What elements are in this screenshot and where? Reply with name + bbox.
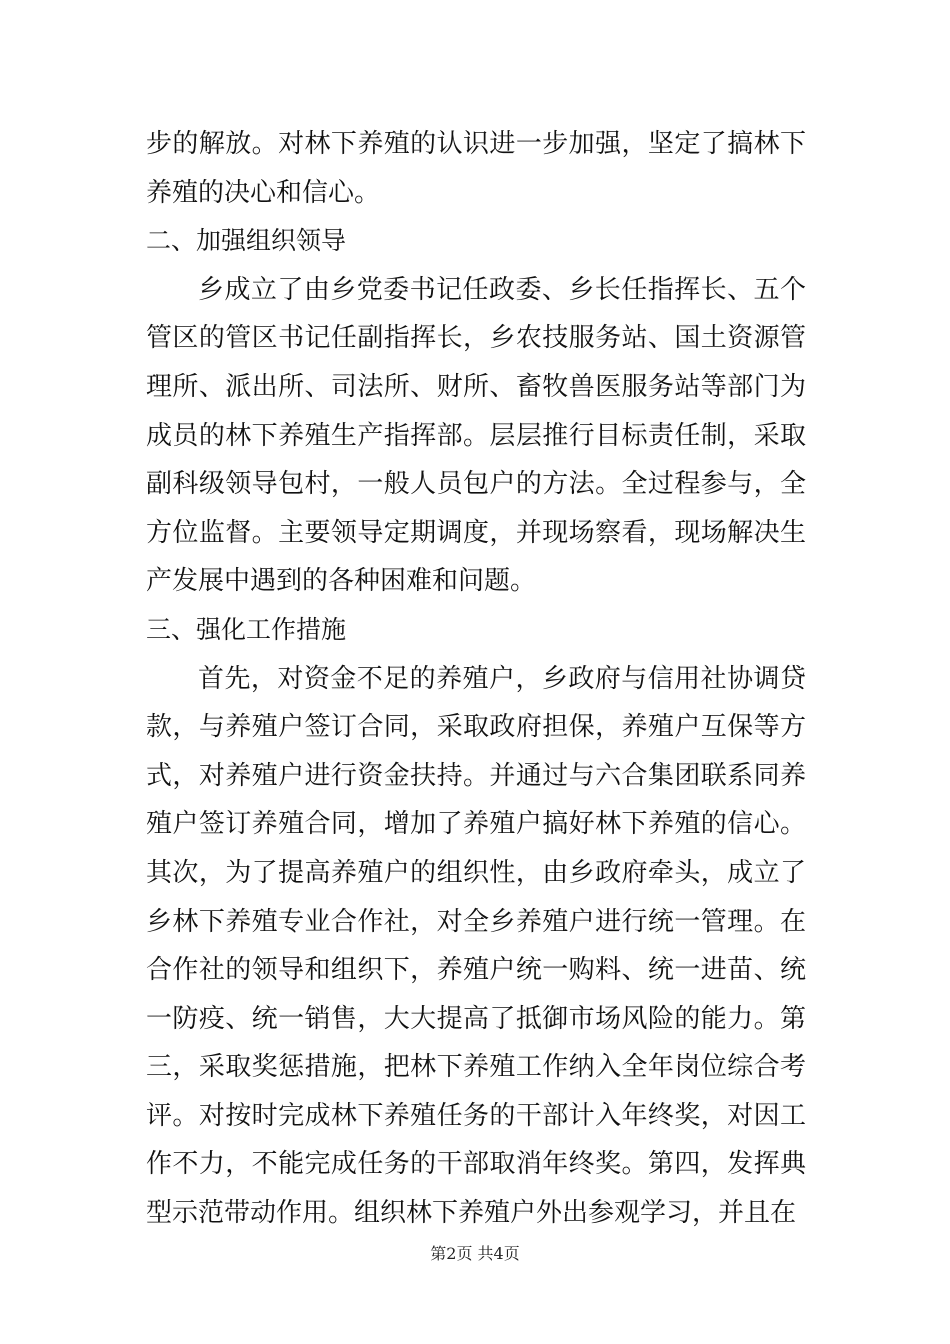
body-paragraph-organization: 乡成立了由乡党委书记任政委、乡长任指挥长、五个管区的管区书记任副指挥长，乡农技服务站、国土资源管理所、派出所、司法所、财所、畜牧兽医服务站等部门为成员的林下养殖生产指挥部。层层推行目标责任制，采取副科级领导包村，一般人员包户的方法。全过程参与，全方位监督。主要领导定期调度，并现场察看，现场解决生产发展中遇到的各种困难和问题。 [146,274,806,597]
body-paragraph-measures: 首先，对资金不足的养殖户，乡政府与信用社协调贷款，与养殖户签订合同，采取政府担保，养殖户互保等方式，对养殖户进行资金扶持。并通过与六合集团联系同养殖户签订养殖合同，增加了养殖户搞好林下养殖的信心。其次，为了提高养殖户的组织性，由乡政府牵头，成立了乡林下养殖专业合作社，对全乡养殖户进行统一管理。在合作社的领导和组织下，养殖户统一购料、统一进苗、统一防疫、统一销售，大大提高了抵御市场风险的能力。第三，采取奖惩措施，把林下养殖工作纳入全年岗位综合考评。对按时完成林下养殖任务的干部计入年终奖，对因工作不力，不能完成任务的干部取消年终奖。第四，发挥典型示范带动作用。组织林下养殖户外出参观学习，并且在 [146,663,806,1229]
continuation-paragraph: 步的解放。对林下养殖的认识进一步加强，坚定了搞林下养殖的决心和信心。 [146,129,806,208]
section-heading-organization: 二、加强组织领导 [146,226,347,256]
document-body [146,120,806,1238]
section-heading-measures: 三、强化工作措施 [146,614,347,644]
page-footer: 第2页 共4页 [430,1244,520,1263]
